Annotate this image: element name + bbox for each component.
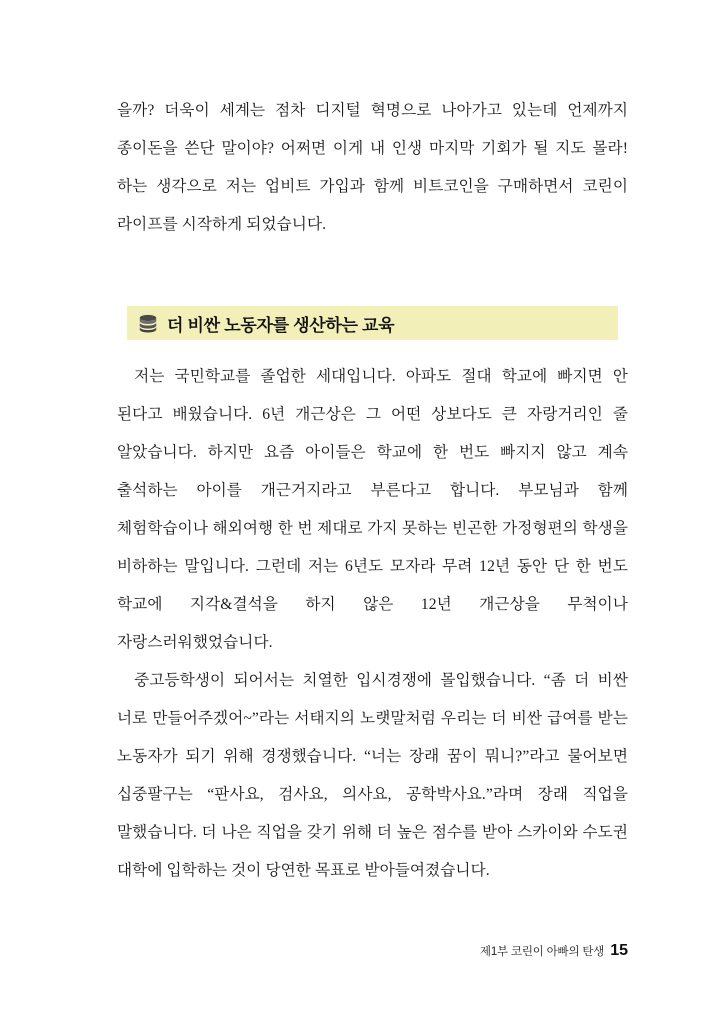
page-number: 15 xyxy=(610,942,628,959)
page-content xyxy=(117,92,628,890)
paragraph-1: 을까? 더욱이 세계는 점차 디지털 혁명으로 나아가고 있는데 언제까지 종이돈을 쓴단 말이야? 어쩌면 이게 내 인생 마지막 기회가 될 지도 몰라! 하는 생각으로 저는 업비트 가입과 함께 비트코인을 구매하면서 코린이 라이프를 시작하게 되었습니다. xyxy=(117,102,628,233)
paragraph-3: 중고등학생이 되어서는 치열한 입시경쟁에 몰입했습니다. “좀 더 비싼 너로 만들어주겠어~”라는 서태지의 노랫말처럼 우리는 더 비싼 급여를 받는 노동자가 되기 위해 경쟁했습니다. “너는 장래 꿈이 뭐니?”라고 물어보면 십중팔구는 “판사요, 검사요, 의사요, 공학박사요.”라며 장래 직업을 말했습니다. 더 나은 직업을 갖기 위해 더 높은 점수를 받아 스카이와 수도권 대학에 입학하는 것이 당연한 목표로 받아들여졌습니다. xyxy=(117,672,628,879)
coin-stack-icon xyxy=(137,312,159,334)
page-footer xyxy=(117,942,628,960)
spacer-before-heading xyxy=(117,244,628,306)
section-heading-text: 더 비싼 노동자를 생산하는 교육 xyxy=(167,315,395,335)
paragraph-2: 저는 국민학교를 졸업한 세대입니다. 아파도 절대 학교에 빠지면 안 된다고 배웠습니다. 6년 개근상은 그 어떤 상보다도 큰 자랑거리인 줄 알았습니다. 하지만 요즘 아이들은 학교에 한 번도 빠지지 않고 계속 출석하는 아이를 개근거지라고 부른다고 합니다. 부모님과 함께 체험학습이나 해외여행 한 번 제대로 가지 못하는 빈곤한 가정형편의 학생을 비하하는 말입니다. 그런데 저는 6년도 모자라 무려 12년 동안 단 한 번도 학교에 지각&결석을 하지 않은 12년 개근상을 무척이나 자랑스러워했었습니다. xyxy=(117,368,628,651)
section-heading xyxy=(127,306,618,340)
spacer-after-heading xyxy=(117,340,628,358)
footer-label: 제1부 코린이 아빠의 탄생 xyxy=(479,946,605,958)
